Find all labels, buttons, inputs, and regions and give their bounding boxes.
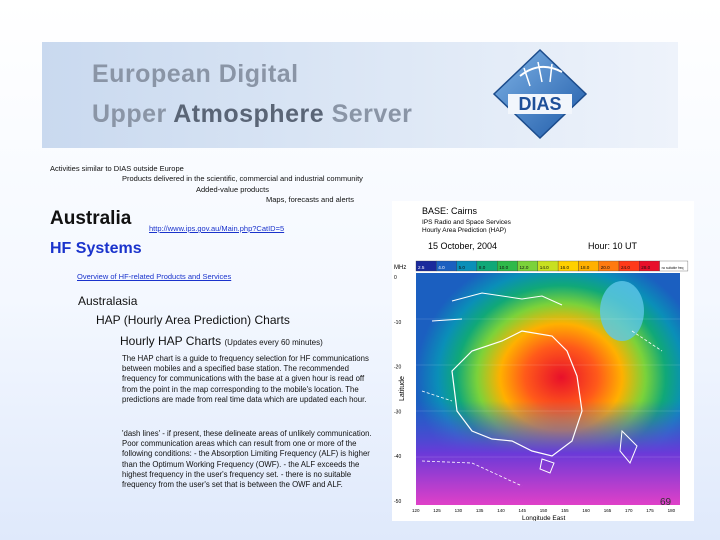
lon-tick-label: 150: [539, 508, 548, 513]
hap-chart: [392, 201, 694, 521]
scale-label: 28.0: [641, 265, 651, 270]
lon-tick-label: 145: [518, 508, 527, 513]
map-org1: IPS Radio and Space Services: [422, 219, 511, 226]
map-base: BASE: Cairns: [422, 206, 478, 216]
banner-title-line1: European Digital: [92, 60, 299, 88]
scale-label: 16.0: [560, 265, 570, 270]
lon-tick-label: 135: [475, 508, 484, 513]
scale-label: 4.0: [438, 265, 445, 270]
scale-label: 24.0: [621, 265, 630, 270]
lon-tick-label: 130: [454, 508, 463, 513]
overview-link[interactable]: Overview of HF-related Products and Services: [77, 272, 232, 281]
dias-logo: [490, 46, 590, 142]
scale-label: 5.0: [458, 265, 465, 270]
lon-tick-label: 175: [646, 508, 654, 513]
mhz-label: MHz: [394, 265, 407, 271]
map-date: 15 October, 2004: [428, 241, 498, 251]
scale-label: 20.0: [600, 265, 610, 270]
header-banner: [42, 42, 678, 148]
lon-tick-label: 165: [603, 508, 612, 513]
map-plot: [416, 273, 680, 505]
country-link[interactable]: http://www.ips.gov.au/Main.php?CatID=5: [149, 224, 285, 233]
svg-text:DIAS: DIAS: [518, 94, 562, 114]
intro-line-3: Added-value products: [196, 185, 269, 194]
lat-axis-label: Latitude: [399, 376, 406, 401]
intro-line-4: Maps, forecasts and alerts: [266, 195, 354, 204]
page-number: 69: [660, 497, 672, 508]
tree-level-2: HAP (Hourly Area Prediction) Charts: [96, 313, 290, 327]
lon-tick-label: 140: [497, 508, 505, 513]
lat-tick-label: -40: [394, 454, 402, 461]
lon-tick-label: 120: [412, 508, 420, 513]
lon-tick-label: 160: [582, 508, 590, 513]
intro-line-2: Products delivered in the scientific, commercial and industrial community: [122, 174, 363, 183]
scale-label: 18.0: [580, 265, 590, 270]
scale-label: 2.5: [418, 265, 425, 270]
hap-description: The HAP chart is a guide to frequency selection for HF communications between mobiles and a specified base station. The recommended frequency for communications with the base at a given hour is read off from the point in the map corresponding to the mobile's location. The predictions are made from real time data which are updated each hour.: [122, 354, 369, 404]
banner-title-line2: Upper Atmosphere Server: [92, 100, 413, 128]
map-hour: Hour: 10 UT: [588, 241, 638, 251]
scale-label: no suitable freq: [661, 266, 684, 270]
lat-tick-label: -30: [394, 409, 402, 416]
section-heading[interactable]: HF Systems: [50, 240, 142, 257]
lon-tick-label: 155: [561, 508, 569, 513]
dash-lines-description: 'dash lines' - if present, these delineate areas of unlikely communication. Poor communication areas which can result from one or more of the following conditions: - the Absorption Limiting Frequency (ALF) is higher than the Optimum Working Frequency (OWF). - the ALF exceeds the highest frequency in the user's frequency set. - there is no suitable frequency from the user's set that is between the OWF and ALF.: [122, 429, 372, 490]
lat-tick-label: -50: [394, 499, 402, 505]
map-org2: Hourly Area Prediction (HAP): [422, 227, 507, 234]
country-heading: Australia: [50, 208, 132, 229]
lat-tick-label: 0: [394, 275, 397, 281]
lon-axis-label: Longitude East: [522, 515, 566, 521]
lon-tick-label: 180: [667, 508, 676, 513]
scale-label: 12.0: [519, 265, 529, 270]
scale-label: 8.0: [478, 265, 486, 270]
frequency-scale: [416, 261, 688, 271]
lon-tick-label: 170: [625, 508, 633, 513]
tree-level-1: Australasia: [78, 294, 138, 308]
scale-label: 10.0: [499, 265, 509, 270]
lat-tick-label: -20: [394, 364, 402, 371]
lon-tick-label: 125: [433, 508, 441, 513]
intro-line-1: Activities similar to DIAS outside Europe: [50, 164, 184, 173]
lat-tick-label: -10: [394, 319, 402, 326]
scale-label: 14.0: [539, 265, 549, 270]
tree-level-3: Hourly HAP Charts (Updates every 60 minutes): [120, 334, 323, 348]
